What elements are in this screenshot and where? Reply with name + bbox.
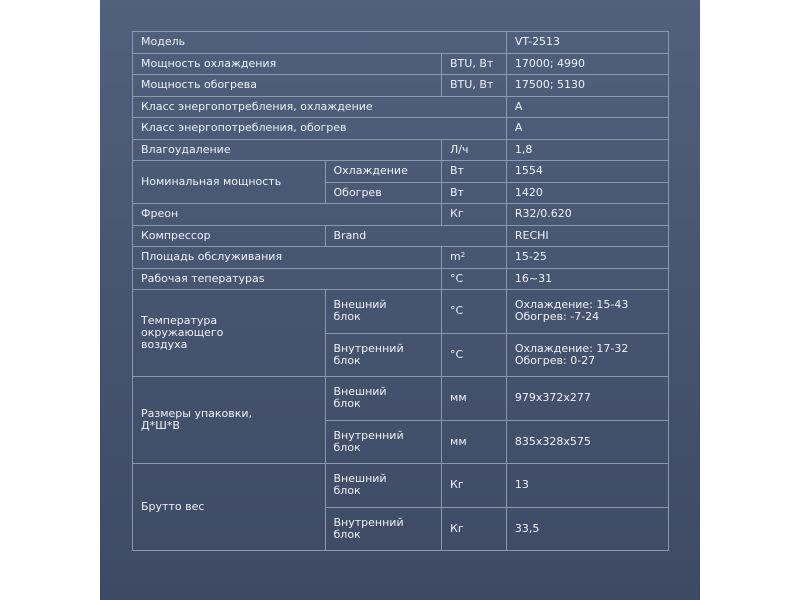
row-value: A (506, 96, 668, 118)
table-row-service-area (133, 247, 669, 269)
unit-base: m (450, 250, 461, 264)
row-label: Размеры упаковки, Д*Ш*В (133, 377, 326, 464)
row-label: Фреон (133, 204, 442, 226)
row-value: 1420 (506, 182, 668, 204)
row-unit: °C (442, 268, 507, 290)
row-label: Модель (133, 32, 507, 54)
row-sublabel: Внутренний блок (325, 333, 442, 377)
row-unit: °C (442, 333, 507, 377)
row-unit: BTU, Вт (442, 53, 507, 75)
row-label: Температура окружающего воздуха (133, 290, 326, 377)
row-value: 15-25 (506, 247, 668, 269)
row-label: Площадь обслуживания (133, 247, 442, 269)
row-value: RECHI (506, 225, 668, 247)
table-row-ambient-temp-outdoor (133, 290, 669, 334)
spec-panel (100, 0, 700, 600)
row-value: 16~31 (506, 268, 668, 290)
row-unit: мм (442, 377, 507, 421)
row-unit: Вт (442, 182, 507, 204)
row-label: Класс энергопотребления, обогрев (133, 118, 507, 140)
row-sublabel: Внешний блок (325, 377, 442, 421)
unit-superscript: 2 (460, 251, 466, 260)
row-value: 33,5 (506, 507, 668, 551)
row-unit: Кг (442, 204, 507, 226)
row-label: Класс энергопотребления, охлаждение (133, 96, 507, 118)
table-row-package-size-outdoor (133, 377, 669, 421)
row-unit (442, 247, 507, 269)
row-unit: Л/ч (442, 139, 507, 161)
table-row-freon (133, 204, 669, 226)
row-label: Мощность обогрева (133, 75, 442, 97)
row-sublabel: Внешний блок (325, 290, 442, 334)
row-label: Влагоудаление (133, 139, 442, 161)
table-row-working-temp (133, 268, 669, 290)
spec-table (132, 31, 669, 551)
row-label: Мощность охлаждения (133, 53, 442, 75)
row-unit: BTU, Вт (442, 75, 507, 97)
row-sublabel: Внутренний блок (325, 420, 442, 464)
row-sublabel: Brand (325, 225, 506, 247)
row-label: Компрессор (133, 225, 326, 247)
row-value: A (506, 118, 668, 140)
row-value: 17500; 5130 (506, 75, 668, 97)
row-unit: мм (442, 420, 507, 464)
table-row-energy-class-cooling (133, 96, 669, 118)
table-row-nominal-power-cooling (133, 161, 669, 183)
table-row-energy-class-heating (133, 118, 669, 140)
row-value: 1,8 (506, 139, 668, 161)
row-sublabel: Обогрев (325, 182, 442, 204)
row-label: Рабочая теператураs (133, 268, 442, 290)
row-label: Брутто вес (133, 464, 326, 551)
row-unit: Вт (442, 161, 507, 183)
row-value: Охлаждение: 17-32 Обогрев: 0-27 (506, 333, 668, 377)
row-value: R32/0.620 (506, 204, 668, 226)
row-unit: Кг (442, 464, 507, 508)
row-value: 17000; 4990 (506, 53, 668, 75)
row-sublabel: Охлаждение (325, 161, 442, 183)
row-value: VT-2513 (506, 32, 668, 54)
table-row-compressor (133, 225, 669, 247)
row-value: 1554 (506, 161, 668, 183)
row-value: 13 (506, 464, 668, 508)
row-value: Охлаждение: 15-43 Обогрев: -7-24 (506, 290, 668, 334)
row-sublabel: Внешний блок (325, 464, 442, 508)
table-row-heating-power (133, 75, 669, 97)
row-label: Номинальная мощность (133, 161, 326, 204)
row-unit: °C (442, 290, 507, 334)
table-row-model (133, 32, 669, 54)
table-row-dehumidification (133, 139, 669, 161)
row-unit: Кг (442, 507, 507, 551)
table-row-gross-weight-outdoor (133, 464, 669, 508)
row-value: 979x372x277 (506, 377, 668, 421)
row-sublabel: Внутренний блок (325, 507, 442, 551)
table-row-cooling-power (133, 53, 669, 75)
row-value: 835x328x575 (506, 420, 668, 464)
